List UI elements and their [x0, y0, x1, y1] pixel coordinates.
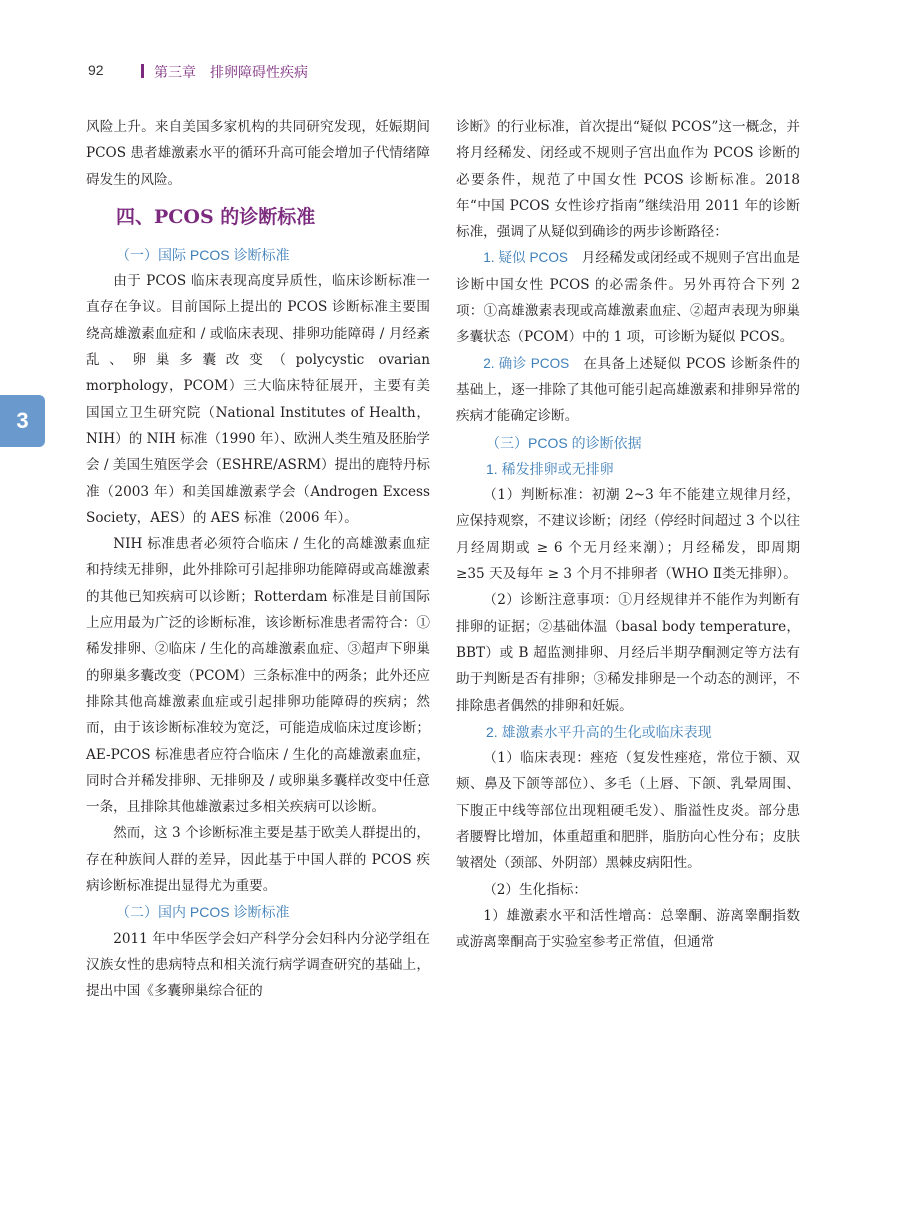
paragraph: NIH 标准患者必须符合临床 / 生化的高雄激素血症和持续无排卵，此外排除可引起排卵功能障碍或高雄激素的其他已知疾病可以诊断；Rotterdam 标准是目前国际上应用最为广泛的诊断标准，该诊断标准患者需符合：①稀发排卵、②临床 / 生化的高雄激素血症、③超声下卵巢的卵巢多囊改变（PCOM）三条标准中的两条；此外还应排除其他高雄激素血症或引起排卵功能障碍的疾病；然而，由于该诊断标准较为宽泛，可能造成临床过度诊断；AE-PCOS 标准患者应符合临床 / 生化的高雄激素血症，同时合并稀发排卵、无排卵及 / 或卵巢多囊样改变中任意一条，且排除其他雄激素过多相关疾病可以诊断。	[86, 536, 430, 816]
left-column	[86, 114, 430, 1005]
item-label: 1. 疑似 PCOS	[483, 250, 569, 266]
paragraph: （1）临床表现：痤疮（复发性痤疮，常位于额、双颊、鼻及下颌等部位）、多毛（上唇、下颌、乳晕周围、下腹正中线等部位出现粗硬毛发）、脂溢性皮炎。部分患者腰臀比增加，体重超重和肥胖，脂肪向心性分布；皮肤皱褶处（颈部、外阴部）黑棘皮病阳性。	[456, 750, 800, 872]
chapter-title: 第三章 排卵障碍性疾病	[154, 64, 308, 80]
section-heading: 四、PCOS 的诊断标准	[116, 205, 316, 228]
paragraph: （1）判断标准：初潮 2~3 年不能建立规律月经，应保持观察，不建议诊断；闭经（停经时间超过 3 个以往月经周期或 ≥ 6 个无月经来潮）；月经稀发，即周期 ≥35 天及每年 ≥ 3 个月不排卵者（WHO Ⅱ类无排卵）。	[456, 487, 800, 583]
subsection-heading: （三）PCOS 的诊断依据	[486, 434, 642, 451]
paragraph: 2011 年中华医学会妇产科学分会妇科内分泌学组在汉族女性的患病特点和相关流行病学调查研究的基础上，提出中国《多囊卵巢综合征的	[86, 930, 430, 1000]
paragraph	[456, 351, 800, 430]
paragraph	[456, 245, 800, 350]
paragraph: 诊断》的行业标准，首次提出“疑似 PCOS”这一概念，并将月经稀发、闭经或不规则子宫出血作为 PCOS 诊断的必要条件，规范了中国女性 PCOS 诊断标准。2018 年“中国 PCOS 女性诊疗指南”继续沿用 2011 年的诊断标准，强调了从疑似到确诊的两步诊断路径：	[456, 119, 800, 241]
item-text: 在具备上述疑似 PCOS 诊断条件的基础上，逐一排除了其他可能引起高雄激素和排卵异常的疾病才能确定诊断。	[456, 355, 800, 425]
paragraph: 由于 PCOS 临床表现高度异质性，临床诊断标准一直存在争议。目前国际上提出的 PCOS 诊断标准主要围绕高雄激素血症和 / 或临床表现、排卵功能障碍 / 月经紊乱、卵巢多囊改变（polycystic ovarian morphology，PCOM）三大临床特征展开，主要有美国国立卫生研究院（National Institutes of Health，NIH）的 NIH 标准（1990 年）、欧洲人类生殖及胚胎学会 / 美国生殖医学会（ESHRE/ASRM）提出的鹿特丹标准（2003 年）和美国雄激素学会（Androgen Excess Society，AES）的 AES 标准（2006 年）。	[86, 273, 430, 526]
paragraph: （2）生化指标：	[483, 881, 587, 898]
subsection-heading: （二）国内 PCOS 诊断标准	[116, 904, 290, 921]
page-number: 92	[88, 62, 104, 78]
header-divider	[141, 64, 144, 78]
page-header	[0, 0, 900, 100]
subsection-heading: （一）国际 PCOS 诊断标准	[116, 246, 290, 263]
paragraph: 然而，这 3 个诊断标准主要是基于欧美人群提出的，存在种族间人群的差异，因此基于中国人群的 PCOS 疾病诊断标准提出显得尤为重要。	[86, 825, 430, 895]
right-column	[456, 114, 800, 956]
item-text: 月经稀发或闭经或不规则子宫出血是诊断中国女性 PCOS 的必需条件。另外再符合下列 2 项：①高雄激素表现或高雄激素血症、②超声表现为卵巢多囊状态（PCOM）中的 1 项，可诊断为疑似 PCOS。	[456, 250, 801, 346]
subsubsection-heading: 1. 稀发排卵或无排卵	[486, 460, 614, 477]
item-label: 2. 确诊 PCOS	[483, 355, 570, 371]
paragraph: 1）雄激素水平和活性增高：总睾酮、游离睾酮指数或游离睾酮高于实验室参考正常值，但通常	[456, 907, 800, 951]
paragraph: （2）诊断注意事项：①月经规律并不能作为判断有排卵的证据；②基础体温（basal body temperature，BBT）或 B 超监测排卵、月经后半期孕酮测定等方法有助于判断是否有排卵；③稀发排卵是一个动态的测评，不排除患者偶然的排卵和妊娠。	[456, 592, 800, 714]
chapter-tab: 3	[0, 395, 45, 447]
subsubsection-heading: 2. 雄激素水平升高的生化或临床表现	[486, 723, 712, 740]
paragraph: 风险上升。来自美国多家机构的共同研究发现，妊娠期间 PCOS 患者雄激素水平的循环升高可能会增加子代情绪障碍发生的风险。	[86, 119, 430, 188]
